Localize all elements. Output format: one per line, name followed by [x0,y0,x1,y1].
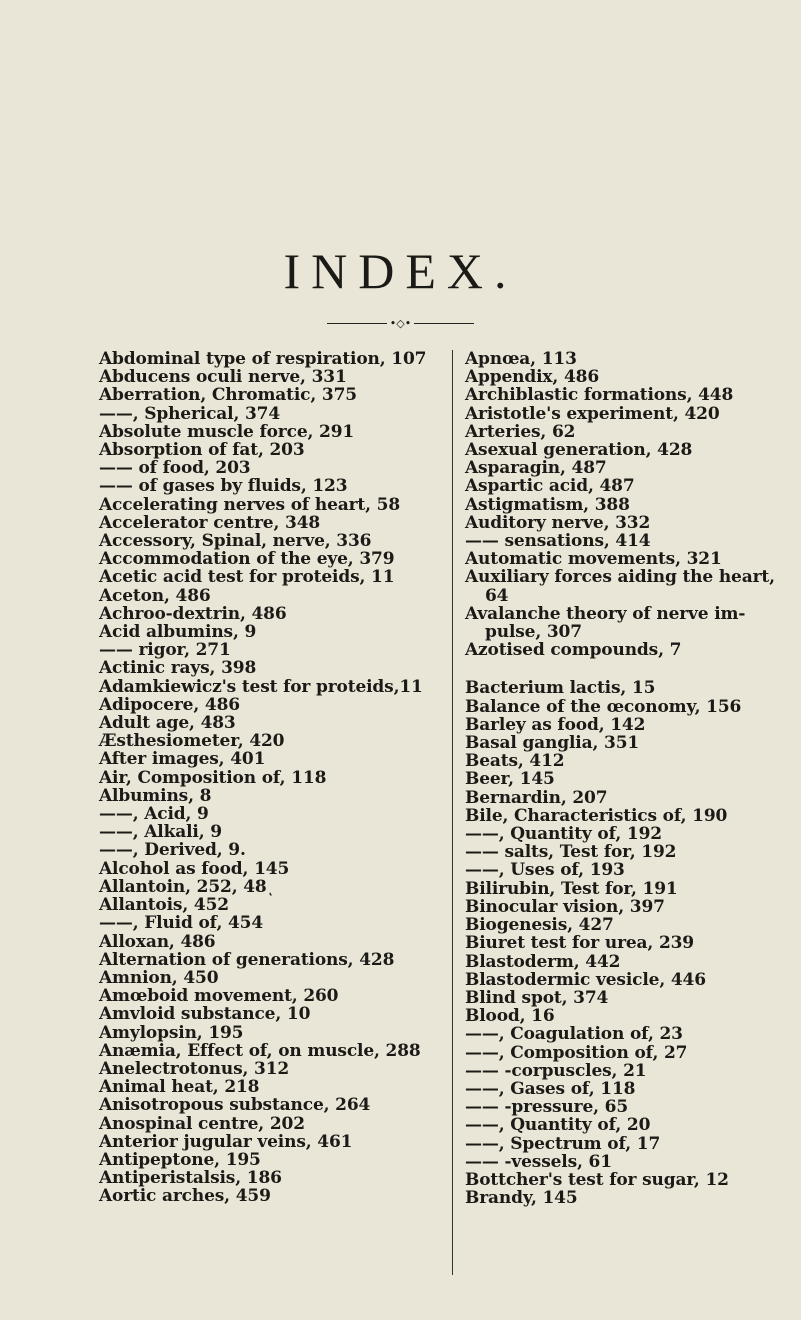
index-entry: Biuret test for urea, 239 [465,933,694,954]
index-entry: ——, Coagulation of, 23 [465,1024,683,1045]
index-entry: Amvloid substance, 10 [99,1004,311,1025]
index-entry: Animal heat, 218 [99,1077,260,1098]
index-entry: —— -pressure, 65 [465,1097,629,1118]
ornament-rule-right [414,323,474,324]
index-entry: Aceton, 486 [99,585,211,606]
index-entry: Appendix, 486 [465,367,599,388]
index-entry: Air, Composition of, 118 [99,767,327,788]
index-entry: Astigmatism, 388 [465,494,630,515]
index-entry: Acetic acid test for proteids, 11 [99,567,395,588]
index-entry: Allantoin, 252, 48 ͅ [99,876,271,897]
index-entry: Blastodermic vesicle, 446 [465,969,706,990]
ornament-glyph: •◇• [389,317,412,330]
index-entry: —— of food, 203 [99,458,251,479]
index-entry: Anterior jugular veins, 461 [99,1131,353,1152]
index-entry: Barley as food, 142 [465,714,646,735]
index-column-left [99,350,429,1206]
index-entry: ——, Acid, 9 [99,804,209,825]
index-entry: Balance of the œconomy, 156 [465,696,742,717]
index-entry: Amœboid movement, 260 [99,986,339,1007]
index-entry: Alloxan, 486 [99,931,216,952]
page-title: INDEX. [283,243,518,299]
index-entry: Achroo-dextrin, 486 [99,603,287,624]
index-entry: Biogenesis, 427 [465,915,614,936]
index-entry: Æsthesiometer, 420 [99,731,285,752]
index-entry: Auxiliary forces aiding the heart, [465,567,775,588]
index-entry: Absorption of fat, 203 [99,440,305,461]
index-entry: Aspartic acid, 487 [465,476,635,497]
index-entry: Bacterium lactis, 15 [465,678,656,699]
index-entry: —— -vessels, 61 [465,1151,612,1172]
index-entry: After images, 401 [99,749,266,770]
index-entry: Adamkiewicz's test for proteids,11 [99,676,423,697]
index-entry: Arteries, 62 [465,421,576,442]
index-entry: Blastoderm, 442 [465,951,621,972]
index-entry: Antipeptone, 195 [99,1149,261,1170]
index-entry: Anisotropous substance, 264 [99,1095,371,1116]
index-entry: ——, Uses of, 193 [465,860,625,881]
index-entry: ——, Composition of, 27 [465,1042,688,1063]
index-entry: Basal ganglia, 351 [465,733,640,754]
index-entry: Aristotle's experiment, 420 [465,403,720,424]
index-entry: ——, Gases of, 118 [465,1078,636,1099]
index-entry: Blood, 16 [465,1006,555,1027]
index-entry: ——, Spherical, 374 [99,403,281,424]
index-entry: Accelerating nerves of heart, 58 [99,494,401,515]
index-entry: —— of gases by fluids, 123 [99,476,348,497]
index-entry: Absolute muscle force, 291 [99,421,355,442]
index-entry: Alternation of generations, 428 [99,949,395,970]
index-entry: Abducens oculi nerve, 331 [99,367,347,388]
index-entry: Accommodation of the eye, 379 [99,549,395,570]
index-entry: Actinic rays, 398 [99,658,257,679]
index-entry: Amylopsin, 195 [99,1022,244,1043]
index-entry: Antiperistalsis, 186 [99,1168,282,1189]
index-entry: Adipocere, 486 [99,694,240,715]
index-entry: Azotised compounds, 7 [465,640,682,661]
index-entry: Aberration, Chromatic, 375 [99,385,357,406]
index-entry: Abdominal type of respiration, 107 [99,349,427,369]
index-entry: —— -corpuscles, 21 [465,1060,647,1081]
index-entry: ——, Quantity of, 20 [465,1115,651,1136]
ornament-rule-left [327,323,387,324]
index-entry: —— rigor, 271 [99,640,231,661]
index-entry: Avalanche theory of nerve im- [465,603,746,624]
index-entry: Albumins, 8 [99,785,212,806]
index-entry: Automatic movements, 321 [465,549,722,570]
index-entry-continuation: 64 [485,585,509,606]
index-entry: Asparagin, 487 [465,458,607,479]
index-entry: —— sensations, 414 [465,531,651,552]
index-entry: Aortic arches, 459 [99,1186,271,1207]
index-entry: ——, Quantity of, 192 [465,824,662,845]
index-entry: ——, Fluid of, 454 [99,913,264,934]
index-entry: Apnœa, 113 [465,349,577,369]
index-entry: Asexual generation, 428 [465,440,693,461]
index-entry: Bottcher's test for sugar, 12 [465,1169,729,1190]
index-entry: ——, Alkali, 9 [99,822,222,843]
index-entry: Beer, 145 [465,769,555,790]
index-entry: Accelerator centre, 348 [99,512,321,533]
index-entry: Amnion, 450 [99,967,219,988]
index-entry: Accessory, Spinal, nerve, 336 [99,531,372,552]
index-entry: Adult age, 483 [99,713,236,734]
index-entry: Acid albumins, 9 [99,622,257,643]
index-entry: Beats, 412 [465,751,565,772]
column-divider [452,350,453,1275]
index-entry: Allantois, 452 [99,895,229,916]
index-entry: Anospinal centre, 202 [99,1113,305,1134]
index-entry: Archiblastic formations, 448 [465,385,734,406]
index-entry-continuation: pulse, 307 [485,622,582,643]
index-entry: Bernardin, 207 [465,787,608,808]
index-entry: —— salts, Test for, 192 [465,842,677,863]
index-entry: ——, Spectrum of, 17 [465,1133,661,1154]
index-entry: Brandy, 145 [465,1188,578,1209]
index-column-right [465,350,795,1207]
index-entry: Binocular vision, 397 [465,896,665,917]
index-entry: Auditory nerve, 332 [465,512,651,533]
index-entry: Blind spot, 374 [465,987,609,1008]
index-entry: Bilirubin, Test for, 191 [465,878,678,899]
title-ornament [0,318,801,329]
index-entry: Anelectrotonus, 312 [99,1058,290,1079]
index-entry: Alcohol as food, 145 [99,858,290,879]
index-entry: Anæmia, Effect of, on muscle, 288 [99,1040,421,1061]
index-entry: ——, Derived, 9. [99,840,246,861]
index-entry: Bile, Characteristics of, 190 [465,805,728,826]
